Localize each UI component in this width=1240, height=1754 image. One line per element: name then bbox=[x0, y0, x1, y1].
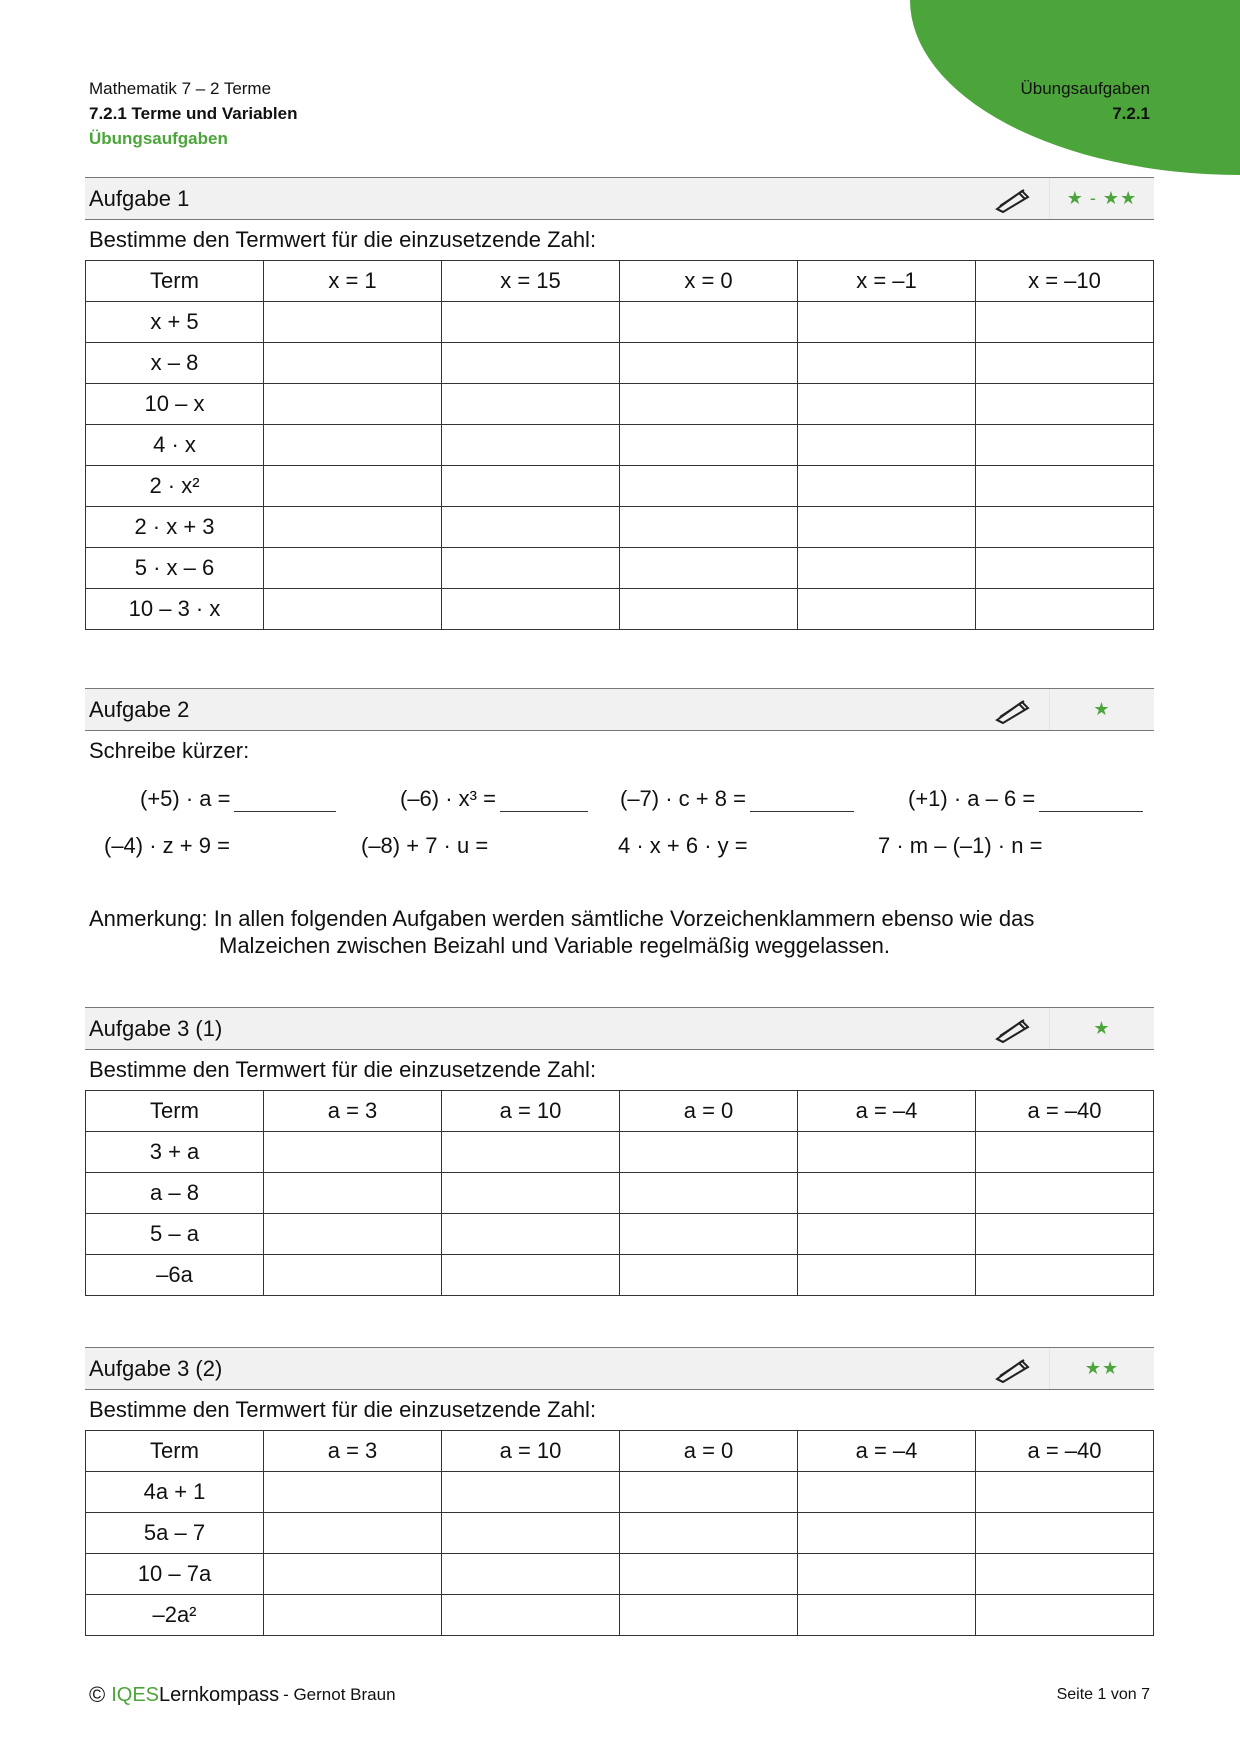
task-3a-table bbox=[85, 1090, 1154, 1296]
column-header: a = –40 bbox=[976, 1091, 1154, 1132]
exercise-item bbox=[400, 786, 588, 812]
table-row bbox=[86, 1554, 1154, 1595]
answer-blank[interactable] bbox=[750, 787, 854, 812]
answer-cell[interactable] bbox=[976, 302, 1154, 343]
answer-cell[interactable] bbox=[442, 1132, 620, 1173]
column-header: a = 10 bbox=[442, 1431, 620, 1472]
note-line: Malzeichen zwischen Beizahl und Variable regelmäßig weggelassen. bbox=[219, 933, 890, 958]
term-cell: 2 · x + 3 bbox=[86, 507, 264, 548]
answer-cell[interactable] bbox=[976, 1214, 1154, 1255]
answer-cell[interactable] bbox=[442, 1554, 620, 1595]
answer-cell[interactable] bbox=[620, 384, 798, 425]
answer-cell[interactable] bbox=[442, 589, 620, 630]
answer-cell[interactable] bbox=[264, 1554, 442, 1595]
answer-cell[interactable] bbox=[442, 1513, 620, 1554]
answer-cell[interactable] bbox=[620, 1214, 798, 1255]
answer-cell[interactable] bbox=[976, 1513, 1154, 1554]
answer-cell[interactable] bbox=[976, 425, 1154, 466]
pencil-icon bbox=[987, 1008, 1039, 1049]
exercise-expression: 7 · m – (–1) · n = bbox=[878, 833, 1043, 858]
answer-cell[interactable] bbox=[798, 548, 976, 589]
column-header: a = 3 bbox=[264, 1431, 442, 1472]
answer-cell[interactable] bbox=[620, 1513, 798, 1554]
answer-cell[interactable] bbox=[264, 507, 442, 548]
exercise-expression: (–7) · c + 8 = bbox=[620, 786, 746, 811]
difficulty-stars: ★ bbox=[1049, 689, 1154, 730]
answer-cell[interactable] bbox=[798, 425, 976, 466]
answer-cell[interactable] bbox=[620, 1132, 798, 1173]
answer-cell[interactable] bbox=[264, 1513, 442, 1554]
term-cell: 10 – 7a bbox=[86, 1554, 264, 1595]
task-3b-title: Aufgabe 3 (2) bbox=[89, 1355, 223, 1381]
answer-cell[interactable] bbox=[442, 466, 620, 507]
answer-cell[interactable] bbox=[620, 466, 798, 507]
column-header: a = –4 bbox=[798, 1431, 976, 1472]
difficulty-stars: ★ - ★★ bbox=[1049, 178, 1154, 219]
answer-cell[interactable] bbox=[798, 384, 976, 425]
column-header: x = 0 bbox=[620, 261, 798, 302]
answer-cell[interactable] bbox=[264, 1173, 442, 1214]
answer-cell[interactable] bbox=[442, 425, 620, 466]
answer-cell[interactable] bbox=[976, 548, 1154, 589]
answer-cell[interactable] bbox=[620, 1595, 798, 1636]
header-right bbox=[1020, 76, 1150, 126]
answer-cell[interactable] bbox=[620, 1554, 798, 1595]
answer-cell[interactable] bbox=[976, 1554, 1154, 1595]
answer-cell[interactable] bbox=[264, 589, 442, 630]
answer-cell[interactable] bbox=[442, 1214, 620, 1255]
column-header: Term bbox=[86, 261, 264, 302]
answer-cell[interactable] bbox=[442, 548, 620, 589]
answer-cell[interactable] bbox=[976, 466, 1154, 507]
table-row bbox=[86, 302, 1154, 343]
task-3a bbox=[85, 1007, 1154, 1296]
answer-cell[interactable] bbox=[976, 1132, 1154, 1173]
difficulty-stars: ★ bbox=[1049, 1008, 1154, 1049]
task-2-title: Aufgabe 2 bbox=[89, 696, 190, 722]
answer-cell[interactable] bbox=[264, 1132, 442, 1173]
task-1-table bbox=[85, 260, 1154, 630]
table-row bbox=[86, 1595, 1154, 1636]
exercise-expression: (–4) · z + 9 = bbox=[104, 833, 230, 858]
task-3b-table bbox=[85, 1430, 1154, 1636]
answer-blank[interactable] bbox=[1039, 787, 1143, 812]
answer-cell[interactable] bbox=[442, 507, 620, 548]
header-left bbox=[89, 76, 298, 151]
answer-cell[interactable] bbox=[798, 1132, 976, 1173]
answer-cell[interactable] bbox=[442, 384, 620, 425]
task-1 bbox=[85, 177, 1154, 630]
answer-cell[interactable] bbox=[976, 343, 1154, 384]
column-header: x = –1 bbox=[798, 261, 976, 302]
answer-cell[interactable] bbox=[798, 589, 976, 630]
column-header: a = 0 bbox=[620, 1431, 798, 1472]
term-cell: 5a – 7 bbox=[86, 1513, 264, 1554]
footer-brand bbox=[89, 1682, 396, 1708]
answer-cell[interactable] bbox=[620, 548, 798, 589]
answer-cell[interactable] bbox=[264, 343, 442, 384]
table-header-row bbox=[86, 1431, 1154, 1472]
task-2-instruction: Schreibe kürzer: bbox=[89, 738, 250, 763]
table-row bbox=[86, 343, 1154, 384]
task-3b bbox=[85, 1347, 1154, 1636]
answer-cell[interactable] bbox=[798, 1214, 976, 1255]
table-header-row bbox=[86, 261, 1154, 302]
answer-cell[interactable] bbox=[976, 384, 1154, 425]
table-row bbox=[86, 507, 1154, 548]
column-header: a = –40 bbox=[976, 1431, 1154, 1472]
table-row bbox=[86, 466, 1154, 507]
exercise-item bbox=[361, 833, 488, 859]
answer-cell[interactable] bbox=[798, 302, 976, 343]
table-row bbox=[86, 1173, 1154, 1214]
note bbox=[89, 905, 1034, 959]
answer-cell[interactable] bbox=[976, 1472, 1154, 1513]
term-cell: 4 · x bbox=[86, 425, 264, 466]
exercise-item bbox=[104, 833, 230, 859]
table-row bbox=[86, 1132, 1154, 1173]
answer-cell[interactable] bbox=[264, 466, 442, 507]
exercise-expression: (–6) · x³ = bbox=[400, 786, 496, 811]
table-row bbox=[86, 1214, 1154, 1255]
column-header: Term bbox=[86, 1431, 264, 1472]
column-header: x = –10 bbox=[976, 261, 1154, 302]
pencil-icon bbox=[987, 1348, 1039, 1389]
column-header: a = 10 bbox=[442, 1091, 620, 1132]
exercise-item bbox=[908, 786, 1143, 812]
pencil-icon bbox=[987, 689, 1039, 730]
task-3a-title: Aufgabe 3 (1) bbox=[89, 1015, 223, 1041]
answer-cell[interactable] bbox=[620, 507, 798, 548]
task-2-bar bbox=[85, 688, 1154, 731]
answer-cell[interactable] bbox=[264, 384, 442, 425]
pencil-icon bbox=[987, 178, 1039, 219]
term-cell: 10 – 3 · x bbox=[86, 589, 264, 630]
doc-number: 7.2.1 bbox=[1112, 104, 1150, 123]
column-header: x = 1 bbox=[264, 261, 442, 302]
task-3b-instruction: Bestimme den Termwert für die einzusetzende Zahl: bbox=[89, 1397, 597, 1422]
term-cell: 5 – a bbox=[86, 1214, 264, 1255]
answer-cell[interactable] bbox=[264, 548, 442, 589]
term-cell: –2a² bbox=[86, 1595, 264, 1636]
task-3a-instruction: Bestimme den Termwert für die einzusetzende Zahl: bbox=[89, 1057, 597, 1082]
copyright-sign: © bbox=[89, 1682, 106, 1707]
section-label: Übungsaufgaben bbox=[89, 129, 228, 148]
answer-cell[interactable] bbox=[264, 1472, 442, 1513]
answer-cell[interactable] bbox=[442, 1173, 620, 1214]
answer-cell[interactable] bbox=[976, 1595, 1154, 1636]
author: - Gernot Braun bbox=[283, 1685, 396, 1704]
task-2 bbox=[85, 688, 1154, 771]
exercise-expression: 4 · x + 6 · y = bbox=[618, 833, 748, 858]
task-1-title: Aufgabe 1 bbox=[89, 185, 190, 211]
table-row bbox=[86, 1513, 1154, 1554]
answer-cell[interactable] bbox=[442, 1595, 620, 1636]
answer-cell[interactable] bbox=[442, 343, 620, 384]
answer-cell[interactable] bbox=[798, 507, 976, 548]
answer-cell[interactable] bbox=[798, 1255, 976, 1296]
answer-cell[interactable] bbox=[442, 1472, 620, 1513]
answer-cell[interactable] bbox=[798, 1595, 976, 1636]
page-number: Seite 1 von 7 bbox=[1056, 1686, 1150, 1703]
term-cell: 4a + 1 bbox=[86, 1472, 264, 1513]
note-line: Anmerkung: In allen folgenden Aufgaben werden sämtliche Vorzeichenklammern ebenso wie das bbox=[89, 906, 1035, 931]
brand-lernkompass: Lernkompass bbox=[159, 1683, 280, 1706]
term-cell: 2 · x² bbox=[86, 466, 264, 507]
table-row bbox=[86, 384, 1154, 425]
doc-type: Übungsaufgaben bbox=[1020, 79, 1150, 98]
exercise-item bbox=[620, 786, 854, 812]
answer-cell[interactable] bbox=[442, 302, 620, 343]
answer-cell[interactable] bbox=[620, 1173, 798, 1214]
column-header: a = 0 bbox=[620, 1091, 798, 1132]
term-cell: 10 – x bbox=[86, 384, 264, 425]
table-row bbox=[86, 1472, 1154, 1513]
table-header-row bbox=[86, 1091, 1154, 1132]
answer-cell[interactable] bbox=[264, 425, 442, 466]
column-header: x = 15 bbox=[442, 261, 620, 302]
column-header: a = –4 bbox=[798, 1091, 976, 1132]
brand-iqes: IQES bbox=[111, 1683, 160, 1706]
exercise-item bbox=[878, 833, 1042, 859]
answer-cell[interactable] bbox=[264, 1595, 442, 1636]
answer-cell[interactable] bbox=[798, 1513, 976, 1554]
column-header: a = 3 bbox=[264, 1091, 442, 1132]
answer-cell[interactable] bbox=[798, 1554, 976, 1595]
table-row bbox=[86, 548, 1154, 589]
answer-cell[interactable] bbox=[442, 1255, 620, 1296]
table-row bbox=[86, 425, 1154, 466]
term-cell: a – 8 bbox=[86, 1173, 264, 1214]
exercise-item bbox=[618, 833, 748, 859]
answer-cell[interactable] bbox=[620, 343, 798, 384]
term-cell: x + 5 bbox=[86, 302, 264, 343]
answer-cell[interactable] bbox=[976, 589, 1154, 630]
answer-cell[interactable] bbox=[976, 507, 1154, 548]
term-cell: 5 · x – 6 bbox=[86, 548, 264, 589]
table-row bbox=[86, 589, 1154, 630]
answer-cell[interactable] bbox=[798, 1173, 976, 1214]
task-3a-bar bbox=[85, 1007, 1154, 1050]
exercise-expression: (–8) + 7 · u = bbox=[361, 833, 489, 858]
difficulty-stars: ★★ bbox=[1049, 1348, 1154, 1389]
task-1-bar bbox=[85, 177, 1154, 220]
answer-cell[interactable] bbox=[798, 343, 976, 384]
task-3b-bar bbox=[85, 1347, 1154, 1390]
task-1-instruction: Bestimme den Termwert für die einzusetzende Zahl: bbox=[89, 227, 597, 252]
answer-cell[interactable] bbox=[264, 1255, 442, 1296]
answer-blank[interactable] bbox=[500, 787, 588, 812]
subject-line: Mathematik 7 – 2 Terme bbox=[89, 79, 272, 98]
answer-cell[interactable] bbox=[620, 302, 798, 343]
answer-cell[interactable] bbox=[620, 425, 798, 466]
answer-cell[interactable] bbox=[976, 1173, 1154, 1214]
answer-cell[interactable] bbox=[620, 1472, 798, 1513]
answer-cell[interactable] bbox=[976, 1255, 1154, 1296]
answer-cell[interactable] bbox=[264, 302, 442, 343]
answer-cell[interactable] bbox=[798, 1472, 976, 1513]
answer-cell[interactable] bbox=[620, 589, 798, 630]
answer-cell[interactable] bbox=[798, 466, 976, 507]
table-row bbox=[86, 1255, 1154, 1296]
chapter-title: 7.2.1 Terme und Variablen bbox=[89, 104, 298, 123]
exercise-expression: (+5) · a = bbox=[140, 786, 231, 811]
term-cell: x – 8 bbox=[86, 343, 264, 384]
answer-cell[interactable] bbox=[620, 1255, 798, 1296]
term-cell: 3 + a bbox=[86, 1132, 264, 1173]
answer-cell[interactable] bbox=[264, 1214, 442, 1255]
column-header: Term bbox=[86, 1091, 264, 1132]
exercise-item bbox=[140, 786, 336, 812]
term-cell: –6a bbox=[86, 1255, 264, 1296]
answer-blank[interactable] bbox=[234, 787, 336, 812]
exercise-expression: (+1) · a – 6 = bbox=[908, 786, 1036, 811]
